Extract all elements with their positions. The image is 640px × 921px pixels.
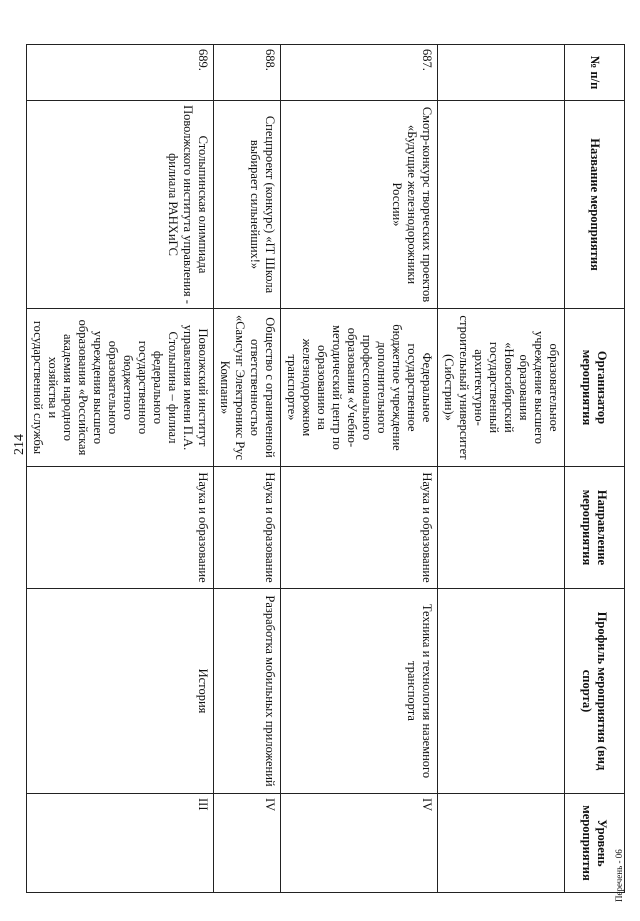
cell-name: Спецпроект (конкурс) «IT Школа выбирает сильнейших!» [214, 101, 281, 309]
cell-direction: Наука и образование [27, 467, 214, 589]
events-table-container [31, 44, 625, 892]
header-direction: Направление мероприятия [565, 467, 625, 589]
header-name: Название мероприятия [565, 101, 625, 309]
footer-document-code: Перечень - 06 [614, 849, 624, 902]
cell-profile: Техника и технология наземного транспорта [281, 589, 438, 794]
cell-name [438, 101, 565, 309]
header-profile: Профиль мероприятия (вид спорта) [565, 589, 625, 794]
header-num: № п/п [565, 45, 625, 101]
cell-organizer: образовательное учреждение высшего образования «Новосибирский государственный архитектурно-строительный университет (Сибстрин)» [438, 309, 565, 467]
header-level: Уровень мероприятия [565, 794, 625, 893]
table-row [214, 45, 281, 893]
events-table [26, 44, 625, 893]
cell-num [438, 45, 565, 101]
cell-level: IV [214, 794, 281, 893]
cell-organizer: Федеральное государственное бюджетное учреждение дополнительного профессионального образования «Учебно-методический центр по образованию на железнодорожном транспорте» [281, 309, 438, 467]
table-header-row [565, 45, 625, 893]
cell-num: 689. [27, 45, 214, 101]
cell-num: 688. [214, 45, 281, 101]
page-number: 214 [12, 434, 27, 455]
cell-level: III [27, 794, 214, 893]
cell-organizer: Поволжский институт управления имени П.А. Столыпина – филиал федерального государственного бюджетного образовательного учреждения высшего образования «Российская академия народного хозяйства и государственной службы [27, 309, 214, 467]
cell-direction: Наука и образование [281, 467, 438, 589]
cell-direction: Наука и образование [214, 467, 281, 589]
cell-profile [438, 589, 565, 794]
table-row [281, 45, 438, 893]
table-row [27, 45, 214, 893]
cell-profile: История [27, 589, 214, 794]
cell-direction [438, 467, 565, 589]
cell-level: IV [281, 794, 438, 893]
cell-level [438, 794, 565, 893]
table-row [438, 45, 565, 893]
header-organizer: Организатор мероприятия [565, 309, 625, 467]
cell-name: Смотр-конкурс творческих проектов «Будущие железнодорожники России» [281, 101, 438, 309]
cell-organizer: Общество с ограниченной ответственностью «Самсунг Электроникс Рус Компани» [214, 309, 281, 467]
cell-name: Столыпинская олимпиада Поволжского института управления - филиала РАНХиГС [27, 101, 214, 309]
cell-num: 687. [281, 45, 438, 101]
cell-profile: Разработка мобильных приложений [214, 589, 281, 794]
